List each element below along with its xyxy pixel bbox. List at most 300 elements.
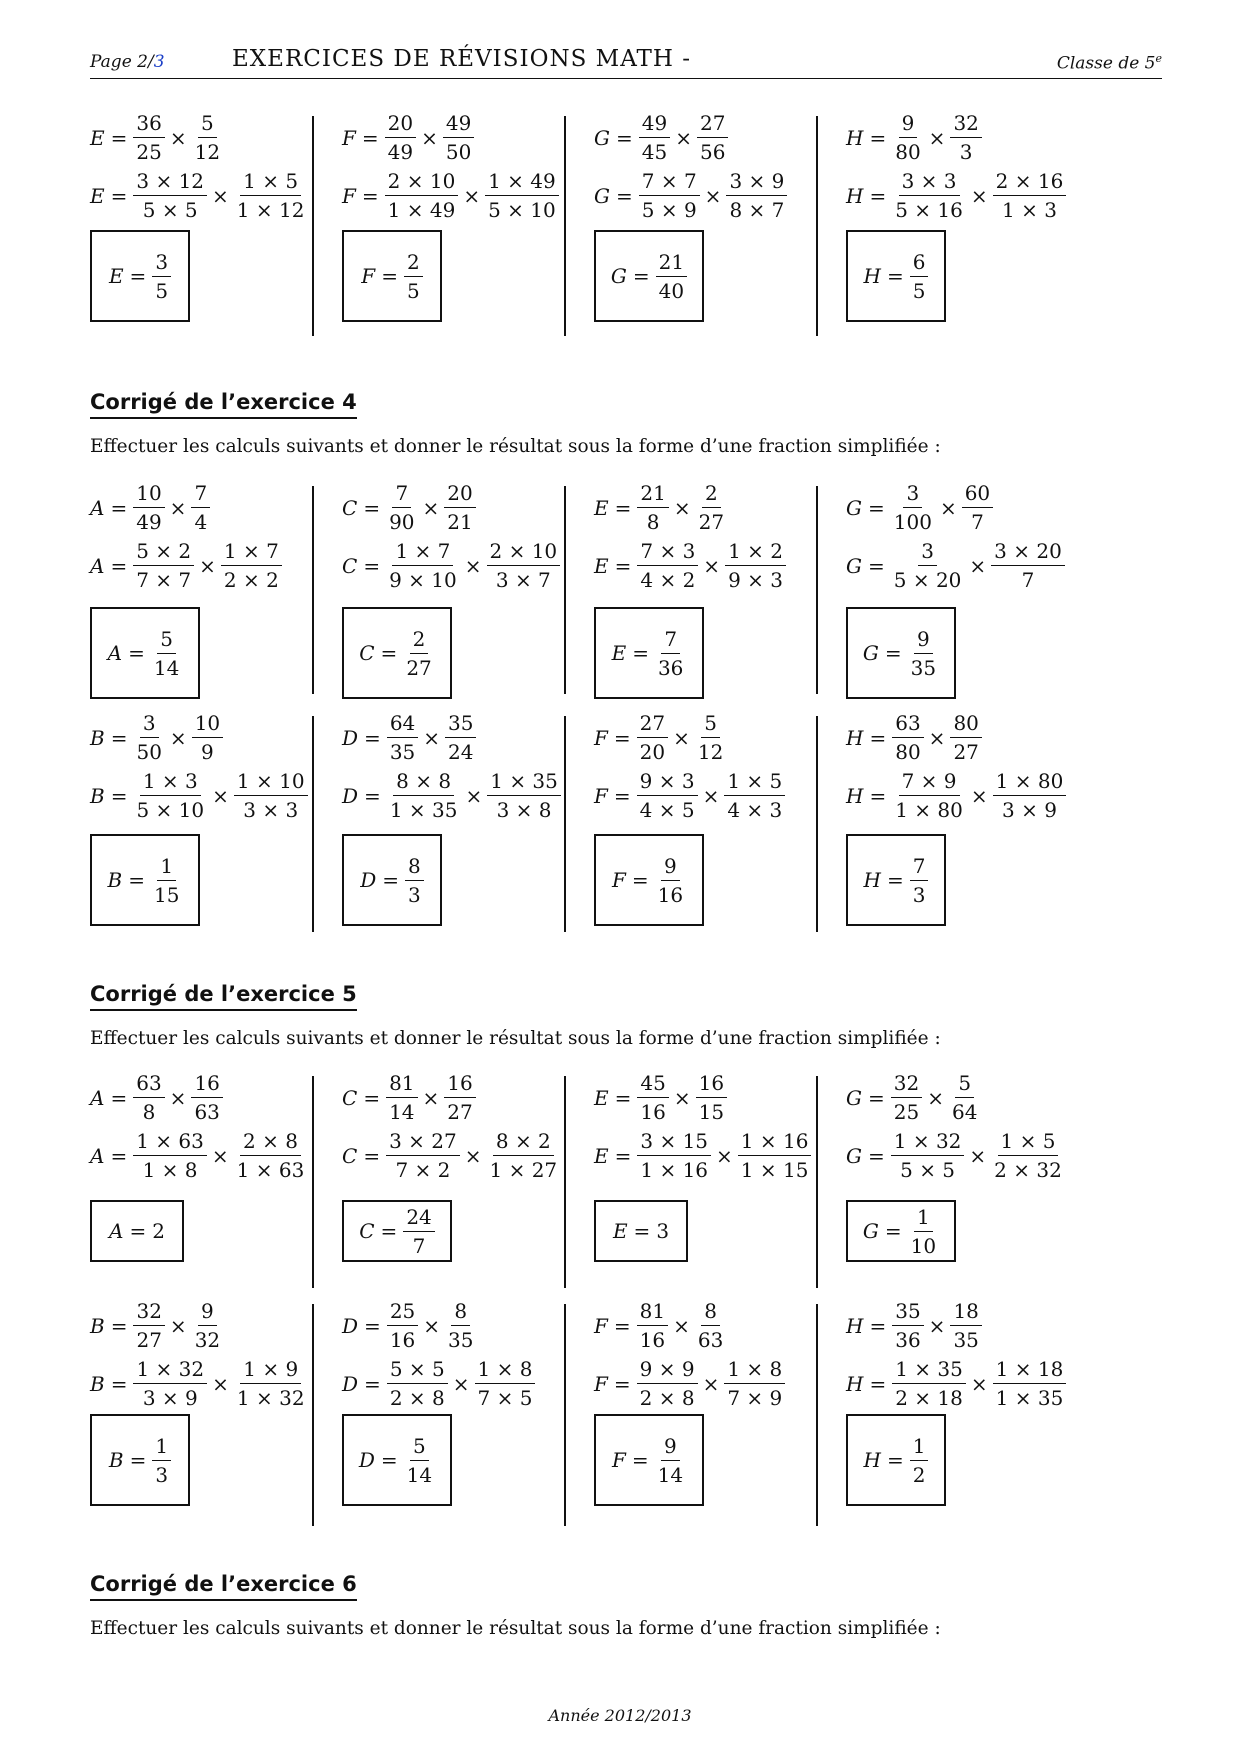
fraction-left-denominator: 49 — [136, 510, 162, 534]
times-sign: × — [702, 783, 720, 808]
answer-fraction-denominator: 36 — [657, 655, 684, 680]
equals-sign: = — [869, 125, 887, 150]
fraction-left — [892, 1298, 923, 1353]
equals-sign: = — [614, 553, 632, 578]
times-sign: × — [673, 725, 690, 750]
answer-variable: G — [862, 1219, 879, 1243]
answer-box — [342, 230, 442, 322]
fraction-right-numerator: 8 × 2 — [493, 1128, 554, 1156]
fraction-right-numerator: 3 × 9 — [726, 168, 787, 196]
calculation-b — [90, 710, 348, 936]
times-sign: × — [463, 183, 481, 208]
fraction-right-denominator: 1 × 15 — [740, 1158, 809, 1182]
variable-name: A — [90, 1143, 105, 1168]
answer-box — [90, 607, 200, 699]
fraction-right-numerator: 1 × 49 — [485, 168, 559, 196]
times-sign: × — [421, 125, 438, 150]
answer-fraction-denominator: 40 — [658, 278, 685, 303]
answer-box — [594, 230, 704, 322]
equals-sign: = — [869, 783, 887, 808]
answer-box — [342, 1200, 452, 1262]
fraction-right — [962, 480, 993, 535]
fraction-right — [487, 1128, 561, 1183]
answer-box — [342, 834, 442, 926]
equals-sign: = — [614, 1143, 632, 1168]
fraction-right-numerator: 2 × 10 — [487, 538, 561, 566]
answer-fraction-denominator: 3 — [912, 882, 926, 907]
fraction-left-denominator: 90 — [389, 510, 415, 534]
fraction-left-denominator: 2 × 8 — [639, 1386, 695, 1410]
times-sign: × — [423, 725, 441, 750]
fraction-right — [234, 1356, 308, 1411]
fraction-right — [697, 110, 728, 165]
calc-statement — [90, 710, 223, 765]
fraction-left-denominator: 2 × 18 — [895, 1386, 963, 1410]
fraction-left — [133, 110, 164, 165]
fraction-left — [387, 710, 418, 765]
fraction-right-numerator: 1 × 7 — [221, 538, 282, 566]
answer-fraction-numerator: 24 — [403, 1204, 434, 1232]
variable-name: D — [342, 1371, 359, 1396]
fraction-right-numerator: 35 — [445, 710, 476, 738]
fraction-right-numerator: 5 — [701, 710, 720, 738]
answer-fraction-numerator: 5 — [157, 626, 176, 654]
fraction-left-numerator: 5 × 5 — [387, 1356, 448, 1384]
equals-sign: = — [363, 1085, 381, 1110]
column-separator — [564, 716, 566, 932]
fraction-right — [950, 1298, 981, 1353]
exercise5-row1 — [90, 1070, 1162, 1292]
times-sign: × — [928, 1313, 946, 1338]
fraction-left-denominator: 5 × 5 — [142, 198, 198, 222]
fraction-right-numerator: 8 — [701, 1298, 720, 1326]
fraction-left-numerator: 9 × 3 — [637, 768, 698, 796]
calc-simplification — [342, 1128, 560, 1183]
fraction-left-denominator: 25 — [893, 1100, 920, 1124]
calc-statement — [846, 710, 982, 765]
equals-sign: = — [363, 495, 381, 520]
fraction-right — [725, 538, 786, 593]
times-sign: × — [675, 125, 692, 150]
fraction-left — [891, 1128, 965, 1183]
fraction-left-denominator: 5 × 9 — [641, 198, 697, 222]
fraction-right-denominator: 56 — [699, 140, 726, 164]
calc-statement — [594, 710, 726, 765]
times-sign: × — [212, 783, 229, 808]
equals-sign: = — [869, 1371, 887, 1396]
column-separator — [312, 716, 314, 932]
calc-statement — [90, 480, 210, 535]
equals-sign: = — [867, 553, 885, 578]
fraction-right — [487, 768, 561, 823]
fraction-right-denominator: 4 — [194, 510, 208, 534]
fraction-left-denominator: 20 — [639, 740, 666, 764]
fraction-left-denominator: 1 × 80 — [895, 798, 963, 822]
fraction-left — [637, 1070, 668, 1125]
answer-variable: E — [108, 264, 124, 288]
fraction-right-denominator: 1 × 35 — [995, 1386, 1064, 1410]
equals-sign: = — [110, 783, 128, 808]
fraction-right-numerator: 1 × 80 — [993, 768, 1067, 796]
answer-fraction-numerator: 7 — [661, 626, 680, 654]
times-sign: × — [169, 495, 187, 520]
fraction-left-numerator: 5 × 2 — [133, 538, 194, 566]
fraction-left — [385, 110, 416, 165]
answer-fraction — [404, 1433, 435, 1488]
calculation-a — [90, 480, 348, 698]
calc-simplification — [594, 168, 787, 223]
fraction-left-denominator: 35 — [389, 740, 416, 764]
equals-sign: = — [361, 183, 379, 208]
variable-name: E — [594, 553, 609, 578]
answer-fraction-numerator: 8 — [405, 853, 424, 881]
calculation-f — [342, 110, 600, 340]
fraction-right — [444, 480, 475, 535]
fraction-left-numerator: 7 × 7 — [639, 168, 700, 196]
fraction-right-denominator: 5 × 10 — [488, 198, 556, 222]
variable-name: F — [594, 1313, 608, 1338]
fraction-right-denominator: 24 — [448, 740, 474, 764]
answer-box — [846, 607, 956, 699]
fraction-right-denominator: 15 — [698, 1100, 725, 1124]
answer-variable: H — [863, 868, 881, 892]
fraction-right-denominator: 8 × 7 — [729, 198, 785, 222]
fraction-right-denominator: 27 — [447, 1100, 473, 1124]
fraction-left — [386, 1128, 460, 1183]
exercise5-title: Corrigé de l’exercice 5 — [90, 982, 357, 1011]
fraction-right-numerator: 10 — [192, 710, 223, 738]
fraction-right-numerator: 5 — [955, 1070, 974, 1098]
variable-name: A — [90, 553, 105, 578]
answer-fraction — [910, 1433, 929, 1488]
calc-simplification — [594, 1128, 811, 1183]
fraction-left-numerator: 3 — [918, 538, 937, 566]
times-sign: × — [970, 1371, 988, 1396]
calculation-e — [594, 1070, 852, 1292]
fraction-right-denominator: 12 — [194, 140, 221, 164]
fraction-right-denominator: 7 × 5 — [477, 1386, 533, 1410]
variable-name: B — [90, 783, 105, 808]
equals-sign: = — [869, 183, 887, 208]
fraction-left — [386, 538, 460, 593]
fraction-right-denominator: 2 × 32 — [994, 1158, 1062, 1182]
fraction-right-numerator: 16 — [444, 1070, 475, 1098]
calculation-h — [846, 1298, 1104, 1530]
calculation-b — [90, 1298, 348, 1530]
answer-fraction-numerator: 9 — [661, 853, 680, 881]
answer-variable: A — [107, 641, 123, 665]
fraction-left — [639, 110, 670, 165]
exercise6-instruction: Effectuer les calculs suivants et donner le résultat sous la forme d’une fraction simplifiée : — [90, 1618, 941, 1639]
calc-statement — [846, 1070, 980, 1125]
equals-sign: = — [869, 1313, 887, 1338]
answer-fraction-numerator: 2 — [410, 626, 429, 654]
fraction-right — [443, 110, 474, 165]
answer-variable: E — [611, 641, 627, 665]
answer-fraction-denominator: 2 — [912, 1462, 926, 1487]
page-footer: Année 2012/2013 — [548, 1706, 692, 1725]
answer-box — [342, 1414, 452, 1506]
fraction-right — [487, 538, 561, 593]
fraction-right-numerator: 1 × 10 — [234, 768, 308, 796]
calc-simplification — [846, 1356, 1066, 1411]
fraction-right-denominator: 35 — [953, 1328, 979, 1352]
equals-sign: = — [867, 1085, 885, 1110]
fraction-right-denominator: 3 × 9 — [1002, 798, 1057, 822]
fraction-right-numerator: 1 × 2 — [725, 538, 786, 566]
calc-simplification — [594, 1356, 785, 1411]
fraction-left — [637, 480, 668, 535]
answer-variable: H — [863, 1448, 881, 1472]
fraction-left-numerator: 1 × 32 — [891, 1128, 965, 1156]
equals-sign: = — [631, 1448, 649, 1472]
fraction-left-denominator: 7 × 2 — [395, 1158, 451, 1182]
fraction-left — [892, 768, 966, 823]
fraction-left — [892, 110, 923, 165]
calculation-a — [90, 1070, 348, 1292]
calculation-h — [846, 710, 1104, 936]
answer-fraction-denominator: 3 — [155, 1462, 169, 1487]
answer-fraction-denominator: 14 — [657, 1462, 684, 1487]
answer-box — [594, 607, 704, 699]
variable-name: A — [90, 1085, 105, 1110]
fraction-right-numerator: 2 × 16 — [993, 168, 1067, 196]
equals-sign: = — [614, 1085, 632, 1110]
fraction-left-numerator: 7 — [392, 480, 411, 508]
column-separator — [816, 116, 818, 336]
answer-box — [90, 230, 190, 322]
equals-sign: = — [363, 553, 381, 578]
answer-variable: G — [862, 641, 879, 665]
fraction-left-numerator: 35 — [892, 1298, 923, 1326]
fraction-right-denominator: 3 × 7 — [495, 568, 551, 592]
fraction-left — [133, 538, 194, 593]
answer-fraction — [404, 249, 423, 304]
fraction-left-denominator: 3 × 9 — [142, 1386, 198, 1410]
calc-simplification — [90, 1128, 307, 1183]
equals-sign: = — [632, 264, 650, 288]
fraction-left — [891, 538, 965, 593]
fraction-left-denominator: 7 × 7 — [136, 568, 192, 592]
variable-name: B — [90, 1371, 105, 1396]
equals-sign: = — [613, 725, 631, 750]
answer-fraction-denominator: 10 — [910, 1233, 937, 1258]
answer-fraction — [403, 626, 434, 681]
column-separator — [564, 1076, 566, 1288]
calc-statement — [342, 710, 476, 765]
fraction-left-denominator: 14 — [389, 1100, 415, 1124]
fraction-left — [637, 1298, 668, 1353]
answer-fraction — [152, 249, 171, 304]
column-separator — [564, 486, 566, 694]
variable-name: G — [846, 1085, 862, 1110]
fraction-right-denominator: 3 — [959, 140, 973, 164]
fraction-left — [387, 1356, 448, 1411]
calculation-c — [342, 1070, 600, 1292]
fraction-right-denominator: 1 × 32 — [236, 1386, 305, 1410]
variable-name: D — [342, 1313, 359, 1338]
equals-sign: = — [129, 264, 147, 288]
answer-fraction-numerator: 1 — [157, 853, 176, 881]
fraction-left-numerator: 9 — [899, 110, 918, 138]
calc-statement — [90, 1070, 223, 1125]
fraction-left-numerator: 32 — [133, 1298, 164, 1326]
times-sign: × — [673, 495, 691, 520]
fraction-right-numerator: 18 — [950, 1298, 981, 1326]
fraction-left-denominator: 16 — [640, 1100, 666, 1124]
fraction-right — [993, 168, 1067, 223]
fraction-left — [386, 480, 417, 535]
answer-fraction-numerator: 9 — [661, 1433, 680, 1461]
equals-sign: = — [110, 1143, 128, 1168]
calc-statement — [342, 1070, 476, 1125]
page-header — [90, 44, 1162, 79]
equals-sign: = — [110, 125, 128, 150]
calc-statement — [342, 110, 474, 165]
fraction-right-numerator: 80 — [950, 710, 981, 738]
answer-value: 3 — [656, 1219, 670, 1243]
answer-fraction-numerator: 3 — [152, 249, 171, 277]
answer-box — [90, 834, 200, 926]
fraction-left-numerator: 10 — [133, 480, 164, 508]
calc-statement — [594, 480, 727, 535]
fraction-left-numerator: 3 — [140, 710, 159, 738]
column-separator — [564, 1304, 566, 1526]
fraction-left — [133, 710, 164, 765]
fraction-right-denominator: 1 × 63 — [236, 1158, 305, 1182]
equals-sign: = — [884, 1219, 902, 1243]
answer-fraction-denominator: 5 — [912, 278, 926, 303]
fraction-left-numerator: 27 — [637, 710, 668, 738]
page-total-link[interactable]: 3 — [153, 52, 165, 72]
fraction-right-numerator: 1 × 5 — [998, 1128, 1059, 1156]
fraction-right-denominator: 21 — [447, 510, 473, 534]
answer-fraction-denominator: 5 — [406, 278, 420, 303]
equals-sign: = — [633, 1219, 651, 1243]
fraction-right — [192, 1298, 223, 1353]
times-sign: × — [452, 1371, 470, 1396]
exercise6-title: Corrigé de l’exercice 6 — [90, 1572, 357, 1601]
times-sign: × — [702, 1371, 720, 1396]
exercise4-row1 — [90, 480, 1162, 698]
fraction-right-denominator: 2 × 2 — [223, 568, 279, 592]
fraction-left — [133, 1298, 164, 1353]
exercise4-row2 — [90, 710, 1162, 936]
exercise4-instruction: Effectuer les calculs suivants et donner le résultat sous la forme d’une fraction simplifiée : — [90, 436, 941, 457]
fraction-left — [133, 1128, 207, 1183]
exercise4-title: Corrigé de l’exercice 4 — [90, 390, 357, 419]
fraction-left-denominator: 36 — [895, 1328, 921, 1352]
fraction-left — [637, 768, 698, 823]
times-sign: × — [464, 1143, 482, 1168]
fraction-right — [444, 1070, 475, 1125]
fraction-left-denominator: 8 — [646, 510, 660, 534]
equals-sign: = — [382, 868, 400, 892]
answer-variable: C — [359, 641, 375, 665]
variable-name: E — [90, 125, 105, 150]
variable-name: E — [594, 495, 609, 520]
fraction-right-denominator: 63 — [194, 1100, 220, 1124]
fraction-right — [445, 1298, 476, 1353]
equals-sign: = — [364, 725, 381, 750]
answer-box — [90, 1200, 184, 1262]
calc-statement — [846, 480, 993, 535]
calc-simplification — [846, 768, 1066, 823]
fraction-left — [133, 1070, 164, 1125]
fraction-left-denominator: 1 × 8 — [142, 1158, 198, 1182]
fraction-left-numerator: 3 × 3 — [899, 168, 960, 196]
fraction-left-denominator: 5 × 16 — [895, 198, 963, 222]
answer-fraction — [655, 626, 686, 681]
fraction-right — [445, 710, 476, 765]
fraction-left-numerator: 64 — [387, 710, 418, 738]
fraction-right-numerator: 5 — [198, 110, 217, 138]
fraction-right-denominator: 32 — [194, 1328, 221, 1352]
answer-fraction — [908, 626, 939, 681]
fraction-right-numerator: 49 — [443, 110, 474, 138]
equals-sign: = — [363, 1143, 381, 1168]
fraction-left-denominator: 8 — [142, 1100, 156, 1124]
calculation-f — [594, 1298, 852, 1530]
calculation-e — [594, 480, 852, 698]
calc-simplification — [846, 538, 1065, 593]
fraction-left-numerator: 1 × 32 — [133, 1356, 207, 1384]
fraction-left-numerator: 7 × 3 — [637, 538, 698, 566]
equals-sign: = — [380, 1219, 398, 1243]
fraction-left-numerator: 8 × 8 — [393, 768, 454, 796]
variable-name: C — [342, 1143, 358, 1168]
column-separator — [816, 1304, 818, 1526]
fraction-right — [192, 710, 223, 765]
fraction-left-denominator: 80 — [895, 740, 921, 764]
fraction-left — [133, 480, 164, 535]
fraction-right — [724, 768, 785, 823]
variable-name: D — [342, 725, 359, 750]
fraction-right — [191, 1070, 222, 1125]
calc-simplification — [90, 768, 308, 823]
fraction-left-numerator: 1 × 35 — [892, 1356, 966, 1384]
equals-sign: = — [632, 641, 649, 665]
fraction-right-denominator: 27 — [953, 740, 979, 764]
calc-simplification — [342, 1356, 535, 1411]
calc-statement — [594, 1298, 726, 1353]
answer-fraction — [910, 249, 929, 304]
fraction-right-numerator: 7 — [191, 480, 210, 508]
fraction-right — [695, 1298, 726, 1353]
variable-name: E — [594, 1143, 609, 1168]
fraction-left-denominator: 5 × 5 — [900, 1158, 956, 1182]
times-sign: × — [169, 725, 187, 750]
fraction-left-numerator: 45 — [637, 1070, 668, 1098]
fraction-left — [133, 168, 207, 223]
times-sign: × — [169, 1085, 187, 1110]
fraction-right — [696, 1070, 727, 1125]
equals-sign: = — [886, 868, 904, 892]
equals-sign: = — [110, 725, 128, 750]
answer-box — [846, 230, 946, 322]
fraction-left — [891, 1070, 922, 1125]
equals-sign: = — [613, 1371, 631, 1396]
calc-simplification — [90, 538, 282, 593]
fraction-right-numerator: 16 — [191, 1070, 222, 1098]
calc-statement — [594, 1070, 727, 1125]
fraction-left — [637, 1128, 711, 1183]
times-sign: × — [212, 1371, 229, 1396]
equals-sign: = — [867, 1143, 885, 1168]
fraction-right-denominator: 1 × 12 — [236, 198, 305, 222]
calc-simplification — [594, 538, 786, 593]
fraction-right-numerator: 9 — [198, 1298, 217, 1326]
